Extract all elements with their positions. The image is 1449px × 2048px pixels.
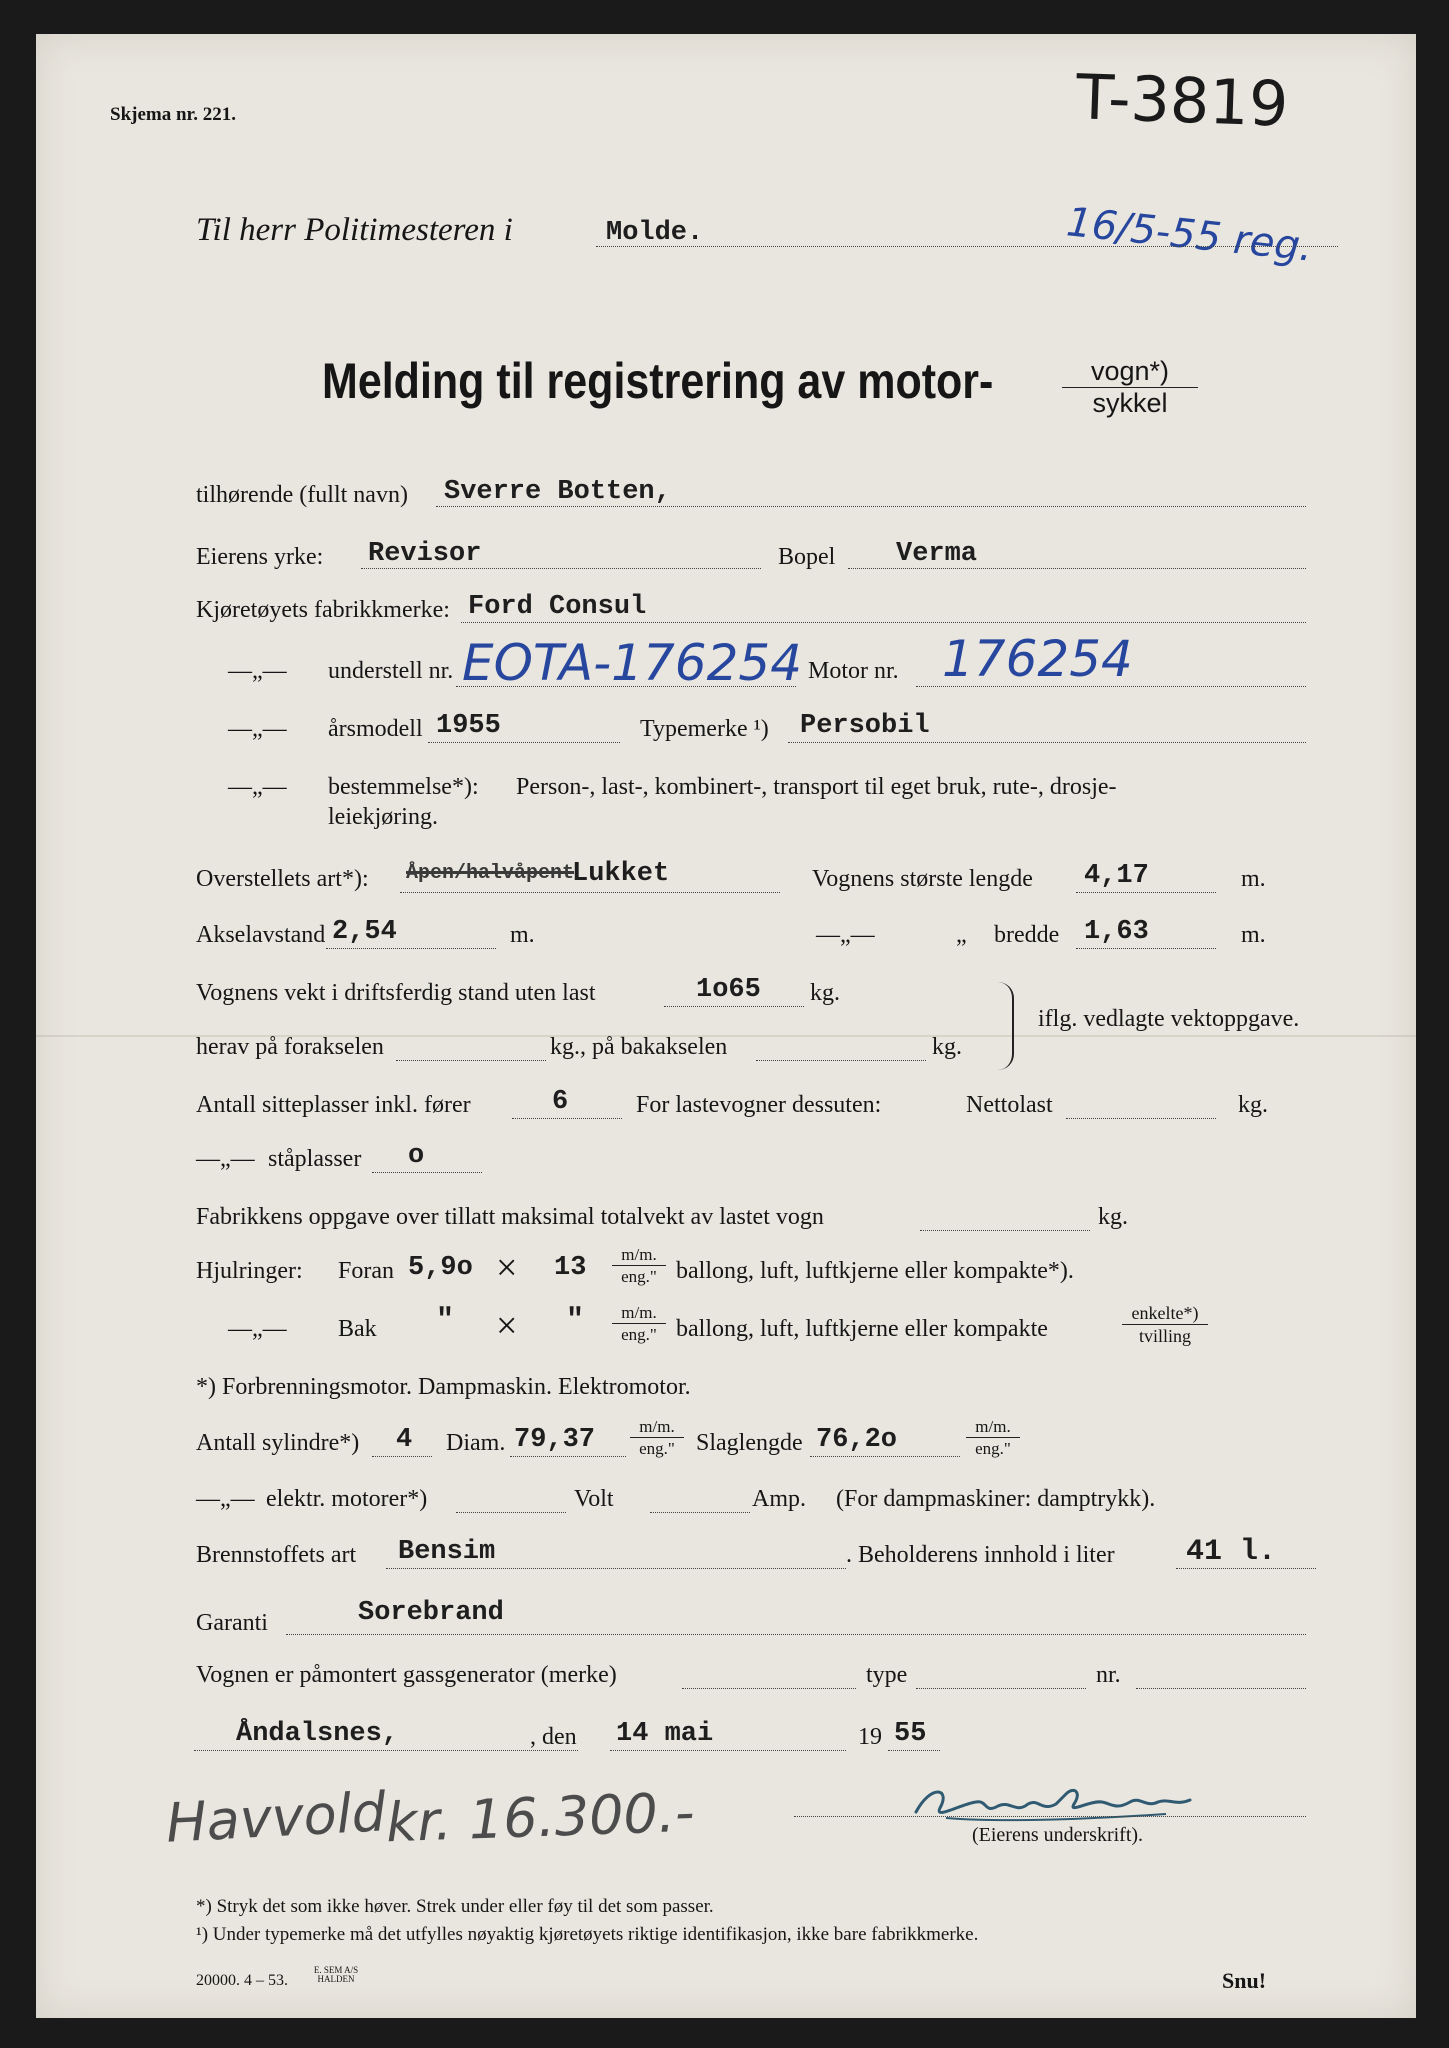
width-ditto: —„— xyxy=(816,922,875,948)
electric-ditto: —„— xyxy=(196,1486,255,1512)
electric-label: elektr. motorer*) xyxy=(266,1486,428,1512)
date-line xyxy=(610,1750,846,1751)
wheelbase-unit: m. xyxy=(510,922,535,948)
title-fraction-top: vogn*) xyxy=(1062,358,1198,388)
body-type-label: Overstellets art*): xyxy=(196,866,369,892)
weight-value: 1o65 xyxy=(696,975,761,1005)
form-number: Skjema nr. 221. xyxy=(110,104,236,125)
residence-value: Verma xyxy=(896,539,978,569)
typemark-label: Typemerke ¹) xyxy=(640,716,769,742)
weight-line xyxy=(664,1006,804,1007)
tires-rear-unit-top: m/m. xyxy=(612,1304,666,1324)
tires-front-unit-bottom: eng." xyxy=(621,1267,657,1286)
standing-ditto: —„— xyxy=(196,1146,255,1172)
payload-line xyxy=(1066,1118,1216,1119)
volt-label: Volt xyxy=(574,1486,614,1512)
chassis-label: understell nr. xyxy=(328,658,454,684)
chassis-value: EOTA-176254 xyxy=(462,634,803,692)
weight-note: iflg. vedlagte vektoppgave. xyxy=(1038,1006,1300,1032)
footnote-star: *) Stryk det som ikke høver. Strek under eller føy til det som passer. xyxy=(196,1896,714,1917)
residence-line xyxy=(848,568,1306,569)
payload-label: Nettolast xyxy=(966,1092,1053,1118)
typemark-value: Persobil xyxy=(800,711,930,741)
tires-rear-twin: tvilling xyxy=(1138,1326,1191,1346)
front-axle-label: herav på forakselen xyxy=(196,1034,384,1060)
stroke-value: 76,2o xyxy=(816,1425,898,1455)
year-value: 1955 xyxy=(436,711,501,741)
electric-line xyxy=(456,1512,566,1513)
signature-caption: (Eierens underskrift). xyxy=(972,1824,1144,1846)
guarantee-line xyxy=(286,1634,1306,1635)
stroke-unit-bottom: eng." xyxy=(975,1439,1011,1458)
cylinders-line xyxy=(372,1456,432,1457)
body-type-line xyxy=(400,892,780,893)
owner-name-value: Sverre Botten, xyxy=(444,477,671,507)
gas-generator-label: Vognen er påmontert gassgenerator (merke) xyxy=(196,1662,617,1688)
tires-rear-width: " xyxy=(436,1304,455,1338)
wheelbase-label: Akselavstand xyxy=(196,922,326,948)
turn-over-note: Snu! xyxy=(1222,1968,1267,1993)
purpose-options-cont: leiekjøring. xyxy=(328,804,438,830)
length-label: Vognens største lengde xyxy=(812,866,1033,892)
occupation-line xyxy=(361,568,761,569)
width-unit: m. xyxy=(1241,922,1266,948)
tires-front-label: Foran xyxy=(338,1258,394,1284)
tires-front-width: 5,9o xyxy=(408,1253,473,1283)
place-value: Åndalsnes, xyxy=(236,1719,399,1749)
guarantee-label: Garanti xyxy=(196,1610,268,1636)
gas-generator-line xyxy=(682,1688,856,1689)
purpose-ditto: —„— xyxy=(228,774,287,800)
amp-label: Amp. xyxy=(752,1486,806,1512)
seats-value: 6 xyxy=(552,1087,569,1117)
stroke-line xyxy=(810,1456,960,1457)
tires-front-times: × xyxy=(496,1247,518,1289)
tires-rear-count xyxy=(1122,1304,1208,1345)
pencil-note-amount: kr. 16.300.- xyxy=(384,1780,696,1855)
payload-unit: kg. xyxy=(1238,1092,1268,1118)
length-line xyxy=(1076,892,1216,893)
tires-rear-diameter: " xyxy=(566,1304,585,1338)
rear-axle-unit: kg. xyxy=(932,1034,962,1060)
rear-axle-line xyxy=(756,1060,926,1061)
tires-rear-label: Bak xyxy=(338,1316,377,1342)
standing-value: o xyxy=(408,1141,425,1171)
tires-rear-types: ballong, luft, luftkjerne eller kompakte xyxy=(676,1316,1048,1342)
tires-front-unit-top: m/m. xyxy=(612,1246,666,1266)
purpose-options: Person-, last-, kombinert-, transport til eget bruk, rute-, drosje- xyxy=(516,774,1117,800)
print-info: 20000. 4 – 53. xyxy=(196,1972,288,1989)
make-value: Ford Consul xyxy=(468,592,647,622)
body-type-struck: Åpen/halvåpent xyxy=(406,862,575,885)
tires-label: Hjulringer: xyxy=(196,1258,303,1284)
owner-name-line xyxy=(436,506,1306,507)
tank-line xyxy=(1176,1568,1316,1569)
fuel-value: Bensim xyxy=(398,1537,496,1567)
standing-line xyxy=(372,1172,482,1173)
form-title: Melding til registrering av motor- xyxy=(322,353,994,409)
pencil-note-name: Havvold xyxy=(164,1780,388,1855)
typemark-line xyxy=(788,742,1306,743)
printer-mark xyxy=(306,1966,366,1984)
registration-note: 16/5-55 reg. xyxy=(1064,199,1315,271)
title-fraction xyxy=(1062,358,1198,417)
stroke-label: Slaglengde xyxy=(696,1430,803,1456)
gas-nr-label: nr. xyxy=(1096,1662,1121,1688)
fuel-line xyxy=(386,1568,846,1569)
make-line xyxy=(461,622,1306,623)
steam-label: (For dampmaskiner: damptrykk). xyxy=(836,1486,1156,1512)
truck-label: For lastevogner dessuten: xyxy=(636,1092,882,1118)
year-ditto: —„— xyxy=(228,716,287,742)
tires-front-types: ballong, luft, luftkjerne eller kompakte*). xyxy=(676,1258,1074,1284)
bore-value: 79,37 xyxy=(514,1425,596,1455)
archive-reference: T-3819 xyxy=(1074,60,1290,141)
printer-mark-top: E. SEM A/S xyxy=(313,1965,359,1975)
seats-line xyxy=(512,1118,622,1119)
length-unit: m. xyxy=(1241,866,1266,892)
max-weight-line xyxy=(920,1230,1090,1231)
guarantee-value: Sorebrand xyxy=(358,1598,504,1628)
length-value: 4,17 xyxy=(1084,861,1149,891)
tires-rear-single: enkelte*) xyxy=(1122,1304,1208,1325)
stroke-unit-top: m/m. xyxy=(966,1418,1020,1438)
recipient-line xyxy=(596,246,1338,247)
weight-unit: kg. xyxy=(810,980,840,1006)
title-fraction-bottom: sykkel xyxy=(1092,388,1168,418)
tires-front-unit xyxy=(612,1246,666,1285)
signature-line xyxy=(794,1816,1306,1817)
tank-label: . Beholderens innhold i liter xyxy=(846,1542,1115,1568)
tires-rear-unit xyxy=(612,1304,666,1343)
stroke-unit xyxy=(966,1418,1020,1457)
fuel-label: Brennstoffets art xyxy=(196,1542,357,1568)
volt-line xyxy=(650,1512,750,1513)
body-type-value: Lukket xyxy=(572,859,670,889)
bore-unit xyxy=(630,1418,684,1457)
chassis-line xyxy=(456,686,796,687)
occupation-value: Revisor xyxy=(368,539,482,569)
recipient-label: Til herr Politimesteren i xyxy=(196,212,513,248)
cylinders-value: 4 xyxy=(396,1425,413,1455)
weight-label: Vognens vekt i driftsferdig stand uten last xyxy=(196,980,596,1006)
gas-type-line xyxy=(916,1688,1086,1689)
bore-unit-top: m/m. xyxy=(630,1418,684,1438)
motor-value: 176254 xyxy=(942,630,1133,688)
width-line xyxy=(1076,948,1216,949)
width-label: bredde xyxy=(994,922,1060,948)
standing-label: ståplasser xyxy=(268,1146,362,1172)
bore-label: Diam. xyxy=(446,1430,506,1456)
bore-line xyxy=(510,1456,626,1457)
occupation-label: Eierens yrke: xyxy=(196,544,324,570)
footnote-one: ¹) Under typemerke må det utfylles nøyaktig kjøretøyets riktige identifikasjon, ikke bare fabrikkmerke. xyxy=(196,1924,979,1945)
bore-unit-bottom: eng." xyxy=(639,1439,675,1458)
form-paper xyxy=(36,34,1416,2018)
owner-name-label: tilhørende (fullt navn) xyxy=(196,482,408,508)
wheelbase-value: 2,54 xyxy=(332,917,397,947)
seats-label: Antall sitteplasser inkl. fører xyxy=(196,1092,471,1118)
motor-line xyxy=(916,686,1306,687)
rear-axle-label: kg., på bakakselen xyxy=(550,1034,728,1060)
cylinders-label: Antall sylindre*) xyxy=(196,1430,360,1456)
recipient-value: Molde. xyxy=(606,218,704,248)
engine-types: *) Forbrenningsmotor. Dampmaskin. Elektromotor. xyxy=(196,1374,691,1400)
wheelbase-line xyxy=(326,948,496,949)
place-line xyxy=(194,1750,578,1751)
tires-rear-times: × xyxy=(496,1305,518,1347)
tires-rear-unit-bottom: eng." xyxy=(621,1325,657,1344)
year-label: årsmodell xyxy=(328,716,423,742)
year-short: 55 xyxy=(894,1719,927,1749)
weight-brace xyxy=(998,982,1014,1070)
year-line xyxy=(428,742,620,743)
date-value: 14 mai xyxy=(616,1719,714,1749)
front-axle-line xyxy=(396,1060,546,1061)
year-century: 19 xyxy=(858,1724,882,1750)
tank-value: 41 l. xyxy=(1186,1535,1277,1569)
gas-nr-line xyxy=(1136,1688,1306,1689)
chassis-ditto: —„— xyxy=(228,658,287,684)
max-weight-label: Fabrikkens oppgave over tillatt maksimal totalvekt av lastet vogn xyxy=(196,1204,824,1230)
make-label: Kjøretøyets fabrikkmerke: xyxy=(196,597,450,623)
motor-label: Motor nr. xyxy=(808,658,899,684)
gas-type-label: type xyxy=(866,1662,908,1688)
purpose-label: bestemmelse*): xyxy=(328,774,479,800)
year-short-line xyxy=(888,1750,940,1751)
width-ditto-mark: „ xyxy=(956,922,967,948)
date-label: , den xyxy=(530,1724,577,1750)
width-value: 1,63 xyxy=(1084,917,1149,947)
tires-front-diameter: 13 xyxy=(554,1253,587,1283)
printer-mark-bottom: HALDEN xyxy=(317,1974,355,1984)
tires-rear-ditto: —„— xyxy=(228,1316,287,1342)
residence-label: Bopel xyxy=(778,544,836,570)
max-weight-unit: kg. xyxy=(1098,1204,1128,1230)
